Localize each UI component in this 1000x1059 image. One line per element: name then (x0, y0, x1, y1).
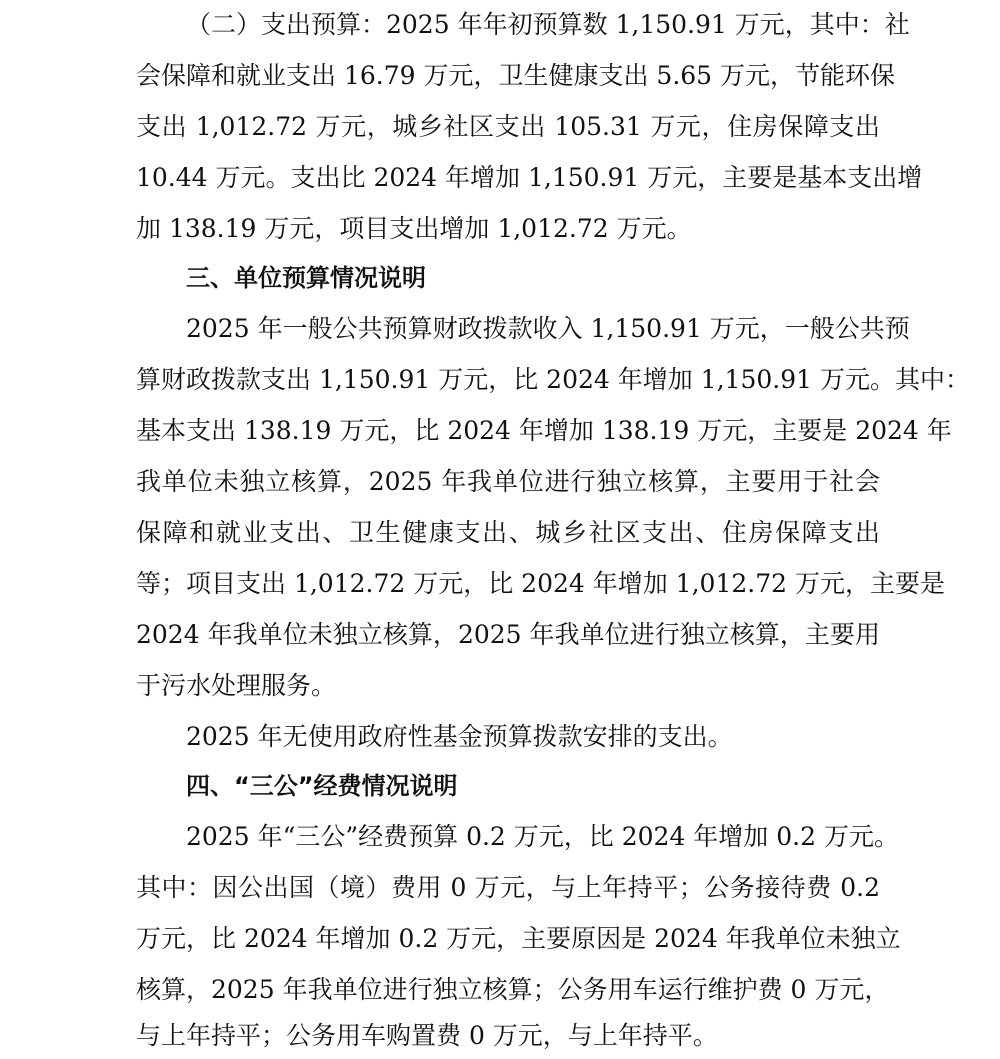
paragraph-line: （二）支出预算：2025 年年初预算数 1,150.91 万元，其中：社 (186, 10, 910, 39)
paragraph-line: 与上年持平；公务用车购置费 0 万元，与上年持平。 (136, 1021, 718, 1050)
paragraph-line: 2025 年无使用政府性基金预算拨款安排的支出。 (186, 722, 733, 751)
paragraph-line: 2025 年“三公”经费预算 0.2 万元，比 2024 年增加 0.2 万元。 (186, 822, 899, 851)
section-heading: 四、“三公”经费情况说明 (186, 772, 458, 800)
paragraph-line: 算财政拨款支出 1,150.91 万元，比 2024 年增加 1,150.91 万元。其中： (136, 365, 970, 394)
paragraph-line: 基本支出 138.19 万元，比 2024 年增加 138.19 万元，主要是 2024 年 (136, 416, 952, 445)
paragraph-line: 我单位未独立核算，2025 年我单位进行独立核算，主要用于社会 (136, 467, 880, 496)
paragraph-line: 其中：因公出国（境）费用 0 万元，与上年持平；公务接待费 0.2 (136, 873, 880, 902)
paragraph-line: 于污水处理服务。 (136, 671, 337, 700)
paragraph-line: 保障和就业支出、卫生健康支出、城乡社区支出、住房保障支出 (136, 518, 880, 547)
paragraph-line: 2025 年一般公共预算财政拨款收入 1,150.91 万元，一般公共预 (186, 314, 910, 343)
section-heading: 三、单位预算情况说明 (186, 264, 426, 292)
paragraph-line: 核算，2025 年我单位进行独立核算；公务用车运行维护费 0 万元， (136, 975, 890, 1004)
paragraph-line: 等；项目支出 1,012.72 万元，比 2024 年增加 1,012.72 万元，主要是 (136, 569, 945, 598)
paragraph-line: 10.44 万元。支出比 2024 年增加 1,150.91 万元，主要是基本支出增 (136, 163, 923, 192)
paragraph-line: 万元，比 2024 年增加 0.2 万元，主要原因是 2024 年我单位未独立 (136, 924, 901, 953)
paragraph-line: 支出 1,012.72 万元，城乡社区支出 105.31 万元，住房保障支出 (136, 112, 880, 141)
paragraph-line: 2024 年我单位未独立核算，2025 年我单位进行独立核算，主要用 (136, 620, 880, 649)
paragraph-line: 会保障和就业支出 16.79 万元，卫生健康支出 5.65 万元，节能环保 (136, 61, 896, 90)
paragraph-line: 加 138.19 万元，项目支出增加 1,012.72 万元。 (136, 214, 692, 243)
